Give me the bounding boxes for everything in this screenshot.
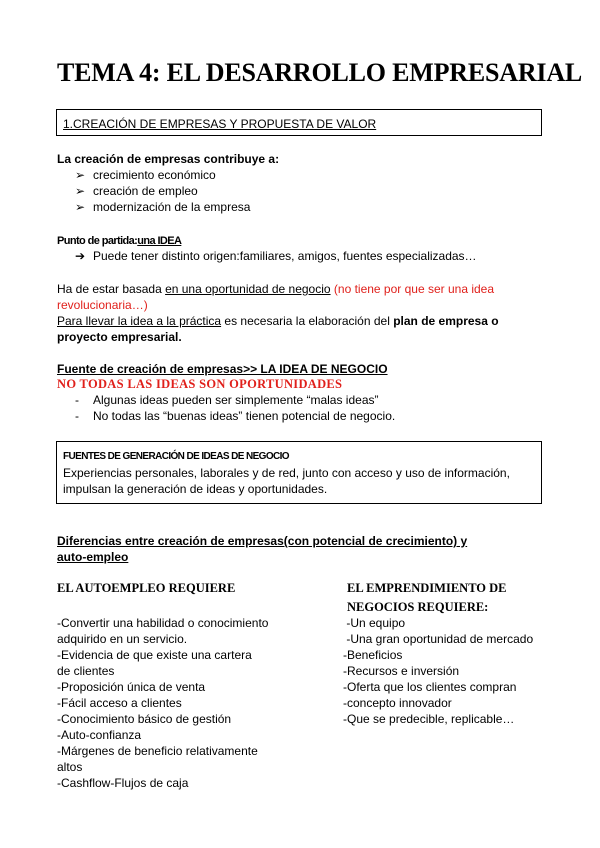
emprendimiento-list — [343, 615, 533, 727]
list-item-text: modernización de la empresa — [93, 200, 251, 214]
list-item: -Oferta que los clientes compran — [343, 680, 517, 694]
list-item: altos — [57, 760, 83, 774]
list-item: de clientes — [57, 664, 115, 678]
list-item: -Recursos e inversión — [343, 664, 460, 678]
fuentes-box-heading: FUENTES DE GENERACIÓN DE IDEAS DE NEGOCIO — [63, 451, 289, 462]
list-item-text: crecimiento económico — [93, 168, 216, 182]
list-item: -Fácil acceso a clientes — [57, 696, 182, 710]
partida-label-underlined: una IDEA — [137, 235, 182, 247]
list-item — [75, 392, 379, 408]
list-item — [75, 199, 250, 215]
page-title: TEMA 4: EL DESARROLLO EMPRESARIAL — [57, 58, 583, 87]
partida-label: Punto de partida: — [57, 235, 138, 247]
arrowhead-bullet-icon: ➢ — [75, 168, 86, 182]
basada-line-2: revolucionaria…) — [57, 298, 148, 312]
list-item-text: Puede tener distinto origen:familiares, amigos, fuentes especializadas… — [93, 249, 477, 263]
autoempleo-heading: EL AUTOEMPLEO REQUIERE — [57, 581, 236, 595]
text: Ha de estar basada — [57, 282, 166, 296]
diferencias-line-2: auto-empleo — [57, 550, 129, 564]
fuente-heading: Fuente de creación de empresas>> LA IDEA DE NEGOCIO — [57, 362, 388, 376]
list-item: -Un equipo — [343, 616, 406, 630]
list-item: -Auto-confianza — [57, 728, 142, 742]
dash-bullet: - — [75, 409, 79, 423]
list-item: adquirido en un servicio. — [57, 632, 188, 646]
list-item: -Evidencia de que existe una cartera — [57, 648, 252, 662]
list-item-text: No todas las “buenas ideas” tienen potencial de negocio. — [93, 409, 396, 423]
emprendimiento-heading-2: NEGOCIOS REQUIERE: — [347, 600, 489, 614]
list-item — [75, 167, 216, 183]
section-heading: 1.CREACIÓN DE EMPRESAS Y PROPUESTA DE VALOR — [63, 117, 377, 131]
section-box-creacion — [56, 109, 542, 136]
diferencias-line-1: Diferencias entre creación de empresas(con potencial de crecimiento) y — [57, 534, 468, 548]
underlined-text: en una oportunidad de negocio — [165, 282, 331, 296]
arrowhead-bullet-icon: ➢ — [75, 184, 86, 198]
list-item: -Convertir una habilidad o conocimiento — [57, 616, 269, 630]
arrowhead-bullet-icon: ➢ — [75, 200, 86, 214]
fuente-red-heading: NO TODAS LAS IDEAS SON OPORTUNIDADES — [57, 377, 343, 391]
list-item — [75, 183, 198, 199]
emprendimiento-heading-1: EL EMPRENDIMIENTO DE — [347, 581, 507, 595]
list-item: -Cashflow-Flujos de caja — [57, 776, 189, 790]
list-item: -Proposición única de venta — [57, 680, 206, 694]
list-item: -Una gran oportunidad de mercado — [343, 632, 534, 646]
contrib-heading: La creación de empresas contribuye a: — [57, 152, 280, 166]
list-item-text: creación de empleo — [93, 184, 198, 198]
list-item: -Beneficios — [343, 648, 403, 662]
dash-bullet: - — [75, 393, 79, 407]
fuentes-box-line-1: Experiencias personales, laborales y de red, junto con acceso y uso de información, — [63, 466, 510, 480]
fuentes-box-line-2: impulsan la generación de ideas y oportunidades. — [63, 482, 328, 496]
arrow-bullet-icon: ➔ — [75, 249, 86, 263]
underlined-text: Para llevar la idea a la práctica — [57, 314, 222, 328]
list-item — [75, 408, 395, 424]
text: es necesaria la elaboración del — [221, 314, 394, 328]
bold-text: plan de empresa o — [393, 314, 499, 328]
list-item — [75, 248, 477, 264]
partida-heading — [57, 232, 181, 249]
list-item: -Márgenes de beneficio relativamente — [57, 744, 258, 758]
red-note: (no tiene por que ser una idea — [330, 282, 495, 296]
list-item: -Conocimiento básico de gestión — [57, 712, 232, 726]
fuentes-box — [56, 441, 542, 504]
llevar-line-2: proyecto empresarial. — [57, 330, 182, 344]
list-item: -Que se predecible, replicable… — [343, 712, 515, 726]
list-item: -concepto innovador — [343, 696, 452, 710]
autoempleo-list — [57, 615, 268, 791]
basada-line-1 — [57, 281, 494, 297]
llevar-line-1 — [57, 313, 499, 329]
list-item-text: Algunas ideas pueden ser simplemente “malas ideas” — [93, 393, 379, 407]
